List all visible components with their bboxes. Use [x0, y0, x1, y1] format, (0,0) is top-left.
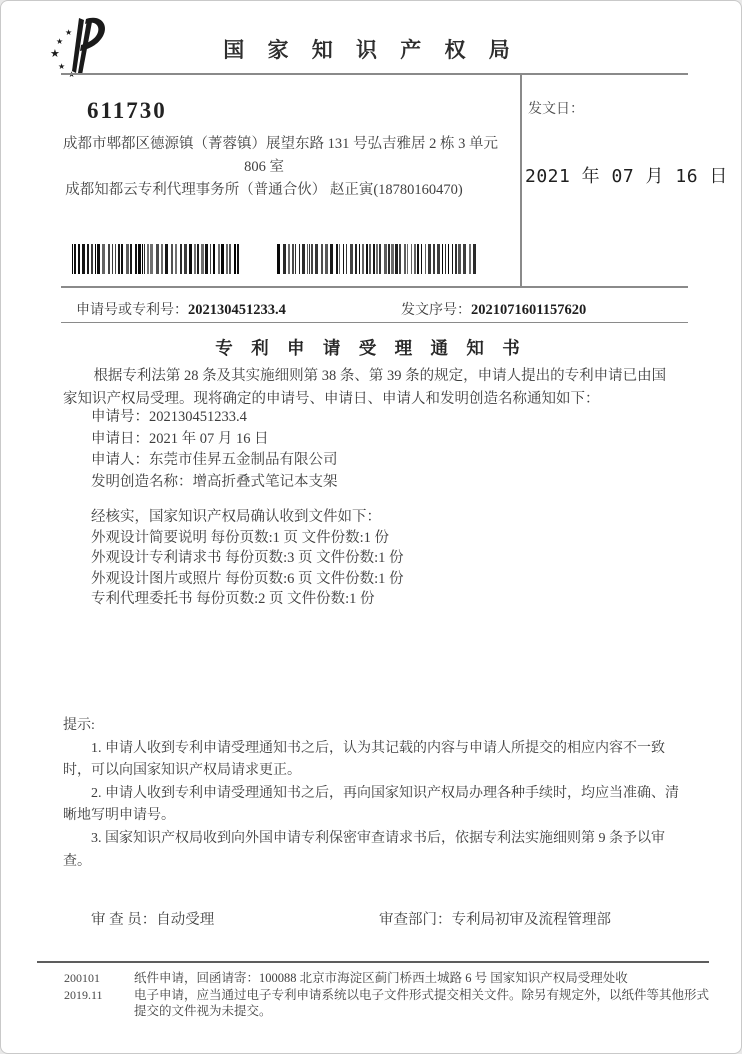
svg-text:★: ★: [65, 28, 73, 37]
department-label: 审查部门：: [379, 912, 452, 928]
notice-title: 专 利 申 请 受 理 通 知 书: [215, 338, 527, 358]
note-item: 3. 国家知识产权局收到向外国申请专利保密审查请求书后，依据专利法实施细则第 9 条予以审查。: [63, 830, 665, 869]
serial-number-label: 发文序号：: [401, 303, 471, 318]
serial-number-value: 2021071601157620: [471, 302, 587, 318]
department-field: [379, 908, 611, 929]
agency-title: 国 家 知 识 产 权 局: [223, 38, 519, 62]
svg-text:★: ★: [58, 62, 66, 71]
examiner-field: [91, 908, 214, 929]
application-number-value: 202130451233.4: [188, 302, 286, 318]
footer-electronic-line: 电子申请，应当通过电子专利申请系统以电子文件形式提交相关文件。除另有规定外，以纸件等其他形式提交的文件视为未提交。: [134, 987, 710, 1018]
barcode: [277, 244, 481, 274]
recipient-agent-line: 成都知都云专利代理事务所（普通合伙） 赵正寅(18780160470): [65, 182, 463, 198]
invention-name-line: 发明创造名称：增高折叠式笔记本支架: [91, 473, 338, 490]
notes-section: [63, 715, 685, 873]
footer-code: 200101: [64, 971, 100, 985]
received-intro: 经核实，国家知识产权局确认收到文件如下：: [91, 509, 381, 525]
svg-text:★: ★: [56, 37, 64, 46]
svg-text:★: ★: [50, 47, 60, 60]
footer-paper-line: 纸件申请，回函请寄：100088 北京市海淀区蓟门桥西土城路 6 号 国家知识产权局受理处收: [134, 971, 628, 985]
recipient-address-line1: 成都市郫都区德源镇（菁蓉镇）展望东路 131 号弘吉雅居 2 栋 3 单元: [63, 136, 498, 152]
dispatch-date-value: 2021 年 07 月 16 日: [525, 166, 728, 187]
examiner-label: 审 查 员：: [91, 912, 157, 928]
received-document-item: 外观设计专利请求书 每份页数:3 页 文件份数:1 份: [91, 550, 404, 566]
date-box-divider: [520, 74, 522, 287]
notes-title: 提示:: [63, 718, 95, 733]
footer-divider: [37, 961, 709, 963]
application-date-line: 申请日：2021 年 07 月 16 日: [91, 430, 269, 447]
application-no-line: 申请号：202130451233.4: [91, 409, 247, 425]
reference-row-top-divider: [61, 286, 688, 288]
footer-code: 2019.11: [64, 987, 103, 1002]
footer-form-codes: [64, 970, 103, 1003]
received-document-item: 外观设计图片或照片 每份页数:6 页 文件份数:1 份: [91, 570, 404, 587]
department-value: 专利局初审及流程管理部: [451, 912, 611, 928]
note-item: 1. 申请人收到专利申请受理通知书之后，认为其记载的内容与申请人所提交的相应内容不一致时，可以向国家知识产权局请求更正。: [63, 740, 665, 779]
notice-intro-paragraph: 根据专利法第 28 条及其实施细则第 38 条、第 39 条的规定，申请人提出的专利申请已由国家知识产权局受理。现将确定的申请号、申请日、申请人和发明创造名称通知如下：: [63, 368, 667, 407]
barcode: [72, 244, 242, 274]
dispatch-date-label: 发文日：: [528, 102, 584, 117]
application-number-field: [76, 299, 286, 319]
reference-row-bottom-divider: [61, 322, 688, 323]
recipient-address-line2: 806 室: [244, 159, 284, 175]
header-divider: [61, 73, 688, 75]
received-documents: [91, 507, 404, 610]
applicant-line: 申请人：东莞市佳昇五金制品有限公司: [91, 452, 338, 468]
application-number-label: 申请号或专利号：: [76, 303, 188, 318]
examiner-value: 自动受理: [156, 912, 215, 928]
application-fields: [91, 407, 338, 493]
serial-number-field: [401, 299, 586, 319]
received-document-item: 外观设计简要说明 每份页数:1 页 文件份数:1 份: [91, 529, 390, 546]
note-item: 2. 申请人收到专利申请受理通知书之后，再向国家知识产权局办理各种手续时，均应当准确、清晰地写明申请号。: [63, 785, 679, 824]
footer-instructions: [134, 970, 712, 1020]
postal-code: 611730: [87, 98, 167, 123]
received-document-item: 专利代理委托书 每份页数:2 页 文件份数:1 份: [91, 591, 375, 607]
